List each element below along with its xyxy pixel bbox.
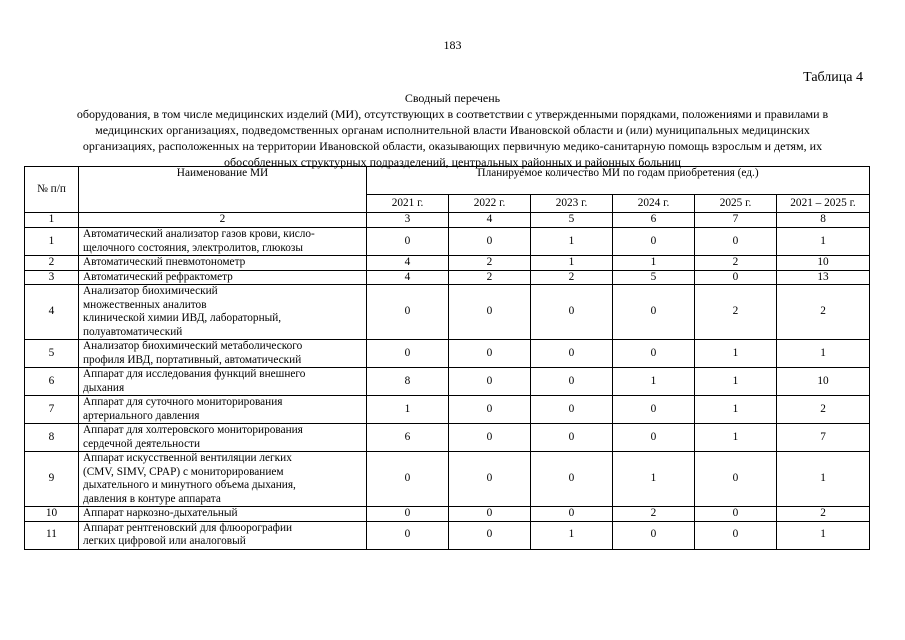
header-name: Наименование МИ (79, 167, 367, 213)
total-cell: 2 (777, 507, 870, 522)
item-name (79, 396, 367, 424)
quantity-cell: 0 (613, 396, 695, 424)
column-index: 6 (613, 213, 695, 228)
item-name-line: давления в контуре аппарата (83, 492, 221, 505)
quantity-cell: 5 (613, 270, 695, 285)
quantity-cell: 0 (613, 340, 695, 368)
quantity-cell: 0 (531, 424, 613, 452)
quantity-cell: 1 (613, 452, 695, 507)
quantity-cell: 0 (367, 452, 449, 507)
quantity-cell: 1 (531, 256, 613, 271)
table-row (25, 521, 870, 549)
item-name-line: сердечной деятельности (83, 437, 201, 450)
row-number: 8 (25, 424, 79, 452)
quantity-cell: 0 (695, 228, 777, 256)
table-row (25, 285, 870, 340)
total-cell: 1 (777, 452, 870, 507)
quantity-cell: 0 (367, 228, 449, 256)
header-year-total: 2021 – 2025 г. (777, 195, 870, 213)
header-planned: Планируемое количество МИ по годам приобретения (ед.) (367, 167, 870, 195)
total-cell: 10 (777, 368, 870, 396)
quantity-cell: 1 (613, 256, 695, 271)
quantity-cell: 2 (695, 285, 777, 340)
row-number: 9 (25, 452, 79, 507)
quantity-cell: 2 (449, 270, 531, 285)
quantity-cell: 1 (695, 424, 777, 452)
quantity-cell: 0 (449, 424, 531, 452)
quantity-cell: 0 (449, 340, 531, 368)
quantity-cell: 0 (531, 340, 613, 368)
item-name-line: артериального давления (83, 409, 200, 422)
quantity-cell: 0 (613, 228, 695, 256)
quantity-cell: 2 (531, 270, 613, 285)
item-name-line: Аппарат для суточного мониторирования (83, 396, 283, 408)
total-cell: 1 (777, 521, 870, 549)
table-row (25, 228, 870, 256)
quantity-cell: 4 (367, 256, 449, 271)
quantity-cell: 0 (531, 507, 613, 522)
quantity-cell: 0 (695, 521, 777, 549)
item-name-line: множественных аналитов (83, 298, 207, 311)
item-name-line: Аппарат для холтеровского мониторирования (83, 424, 303, 436)
quantity-cell: 0 (531, 368, 613, 396)
item-name-line: Аппарат рентгеновский для флюорографии (83, 521, 293, 534)
quantity-cell: 6 (367, 424, 449, 452)
quantity-cell: 1 (695, 340, 777, 368)
quantity-cell: 0 (449, 452, 531, 507)
item-name-line: профиля ИВД, портативный, автоматический (83, 353, 302, 366)
quantity-cell: 0 (367, 340, 449, 368)
quantity-cell: 2 (449, 256, 531, 271)
item-name-line: Автоматический пневмотонометр (83, 256, 246, 268)
quantity-cell: 1 (695, 368, 777, 396)
quantity-cell: 0 (449, 521, 531, 549)
quantity-cell: 0 (531, 452, 613, 507)
title-line: медицинских организациях, подведомственных органам исполнительной власти Ивановской области и (или) муниципальных медицинских (95, 123, 810, 137)
item-name (79, 521, 367, 549)
item-name (79, 228, 367, 256)
header-num: № п/п (25, 167, 79, 213)
column-index: 4 (449, 213, 531, 228)
quantity-cell: 0 (695, 452, 777, 507)
item-name-line: дыхательного и минутного объема дыхания, (83, 479, 296, 491)
total-cell: 2 (777, 396, 870, 424)
column-index: 2 (79, 213, 367, 228)
item-name (79, 256, 367, 271)
item-name-line: Аппарат наркозно-дыхательный (83, 507, 238, 519)
quantity-cell: 2 (613, 507, 695, 522)
quantity-cell: 0 (367, 507, 449, 522)
quantity-cell: 1 (695, 396, 777, 424)
item-name-line: (CMV, SIMV, CPAP) с мониторированием (83, 465, 284, 478)
row-number: 11 (25, 521, 79, 549)
table-row (25, 270, 870, 285)
column-index: 1 (25, 213, 79, 228)
quantity-cell: 0 (695, 270, 777, 285)
item-name-line: легких цифровой или аналоговый (83, 535, 246, 547)
total-cell: 1 (777, 228, 870, 256)
item-name-line: щелочного состояния, электролитов, глюкозы (83, 241, 303, 254)
item-name-line: Аппарат для исследования функций внешнего (83, 368, 306, 380)
row-number: 4 (25, 285, 79, 340)
total-cell: 7 (777, 424, 870, 452)
quantity-cell: 2 (695, 256, 777, 271)
item-name-line: Анализатор биохимический метаболического (83, 340, 303, 352)
total-cell: 2 (777, 285, 870, 340)
table-row (25, 396, 870, 424)
total-cell: 13 (777, 270, 870, 285)
title-line: оборудования, в том числе медицинских изделий (МИ), отсутствующих в соответствии с утвержденными порядками, положениями и правилами в (76, 107, 829, 121)
quantity-cell: 4 (367, 270, 449, 285)
column-index: 5 (531, 213, 613, 228)
quantity-cell: 0 (367, 285, 449, 340)
column-index-row (25, 213, 870, 228)
item-name (79, 285, 367, 340)
table-row (25, 256, 870, 271)
quantity-cell: 0 (613, 424, 695, 452)
table-label: Таблица 4 (803, 70, 863, 85)
item-name-line: Аппарат искусственной вентиляции легких (83, 452, 292, 464)
header-year: 2021 г. (367, 195, 449, 213)
title-line: Сводный перечень (404, 91, 501, 105)
header-year: 2024 г. (613, 195, 695, 213)
quantity-cell: 1 (367, 396, 449, 424)
quantity-cell: 0 (449, 228, 531, 256)
row-number: 10 (25, 507, 79, 522)
header-year: 2023 г. (531, 195, 613, 213)
item-name (79, 507, 367, 522)
item-name-line: Анализатор биохимический (83, 285, 218, 297)
quantity-cell: 0 (367, 521, 449, 549)
quantity-cell: 1 (531, 521, 613, 549)
title-line: обособленных структурных подразделений, центральных районных и районных больниц (224, 155, 681, 169)
item-name-line: дыхания (83, 381, 125, 394)
table-row (25, 368, 870, 396)
quantity-cell: 1 (613, 368, 695, 396)
item-name (79, 368, 367, 396)
total-cell: 10 (777, 256, 870, 271)
quantity-cell: 0 (695, 507, 777, 522)
page-number: 183 (443, 38, 462, 52)
item-name (79, 452, 367, 507)
row-number: 3 (25, 270, 79, 285)
row-number: 5 (25, 340, 79, 368)
quantity-cell: 0 (449, 507, 531, 522)
quantity-cell: 0 (531, 396, 613, 424)
item-name-line: Автоматический анализатор газов крови, кисло- (83, 228, 315, 240)
item-name (79, 340, 367, 368)
equipment-table (24, 166, 870, 550)
column-index: 8 (777, 213, 870, 228)
quantity-cell: 0 (613, 521, 695, 549)
quantity-cell: 0 (449, 368, 531, 396)
header-year: 2022 г. (449, 195, 531, 213)
table-row (25, 340, 870, 368)
quantity-cell: 0 (449, 285, 531, 340)
table-row (25, 507, 870, 522)
row-number: 1 (25, 228, 79, 256)
row-number: 6 (25, 368, 79, 396)
item-name-line: полуавтоматический (83, 325, 183, 338)
item-name (79, 424, 367, 452)
quantity-cell: 1 (531, 228, 613, 256)
quantity-cell: 0 (449, 396, 531, 424)
header-year: 2025 г. (695, 195, 777, 213)
column-index: 3 (367, 213, 449, 228)
quantity-cell: 8 (367, 368, 449, 396)
document-title (30, 90, 875, 170)
quantity-cell: 0 (613, 285, 695, 340)
table-row (25, 424, 870, 452)
row-number: 2 (25, 256, 79, 271)
item-name-line: Автоматический рефрактометр (83, 270, 233, 283)
table-row (25, 452, 870, 507)
total-cell: 1 (777, 340, 870, 368)
item-name-line: клинической химии ИВД, лабораторный, (83, 312, 282, 324)
column-index: 7 (695, 213, 777, 228)
title-line: организациях, расположенных на территории Ивановской области, оказывающих первичную медико-санитарную помощь взрослым и детям, их (82, 139, 823, 153)
row-number: 7 (25, 396, 79, 424)
item-name (79, 270, 367, 285)
quantity-cell: 0 (531, 285, 613, 340)
